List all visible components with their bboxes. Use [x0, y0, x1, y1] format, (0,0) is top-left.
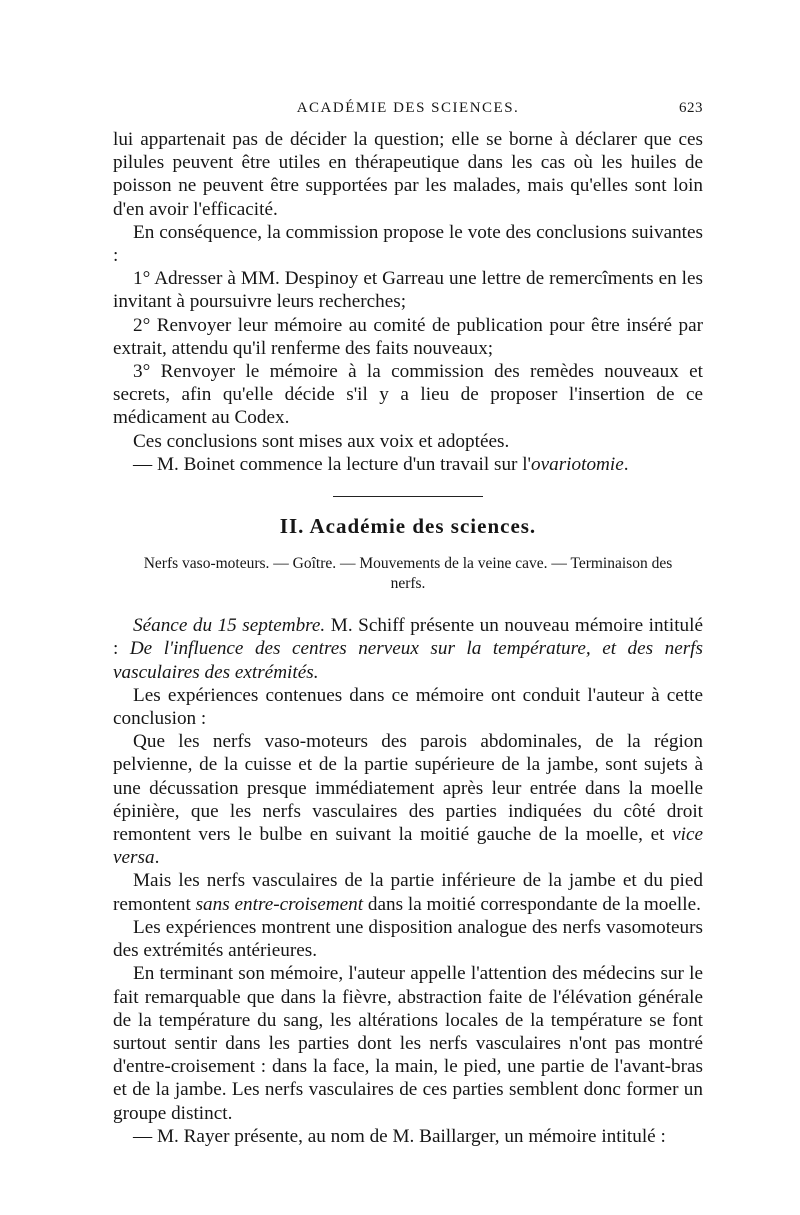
paragraph-conclusion-fievre: En terminant son mémoire, l'auteur appelle l'attention des médecins sur le fait remarquable que dans la fièvre, abstraction faite de l'élévation générale de la température du sang, les altérations locales de la température se font surtout sentir dans les parties dont les nerfs vasculaires n'ont pas montré d'entre-croisement : dans la face, la main, le pied, une partie de l'avant-bras et de la jambe. Les nerfs vasculaires de ces parties semblent donc former un groupe distinct. — [113, 963, 703, 1124]
vaso-moteurs-end: . — [154, 847, 160, 869]
vaso-moteurs-text: Que les nerfs vaso-moteurs des parois abdominales, de la région pelvienne, de la cuisse et de la partie supérieure de la jambe, sont sujets à une décussation presque immédiatement après leur entrée dans la moelle épinière, que les nerfs vasculaires des parties indiquées du côté droit remontent vers le bulbe en suivant la moitié gauche de la moelle, et — [113, 731, 703, 846]
boinet-text: — M. Boinet commence la lecture d'un travail sur l' — [133, 453, 532, 475]
paragraph-item-3: 3° Renvoyer le mémoire à la commission des remèdes nouveaux et secrets, afin qu'elle décide s'il y a lieu de proposer l'insertion de ce médicament au Codex. — [113, 361, 703, 429]
paragraph-item-1: 1° Adresser à MM. Despinoy et Garreau une lettre de remercîments en les invitant à poursuivre leurs recherches; — [113, 268, 703, 313]
paragraph-conclusions: En conséquence, la commission propose le vote des conclusions suivantes : — [113, 221, 703, 267]
section-heading: II. Académie des sciences. — [279, 514, 537, 539]
paragraph-jambe — [113, 869, 703, 915]
section-divider — [333, 496, 483, 497]
ovariotomie-term: ovariotomie — [531, 453, 624, 475]
running-head — [113, 100, 703, 128]
paragraph-item-2: 2° Renvoyer leur mémoire au comité de publication pour être inséré par extrait, attendu qu'il renferme des faits nouveaux; — [113, 314, 703, 359]
boinet-end: . — [623, 453, 629, 475]
running-title: ACADÉMIE DES SCIENCES. — [296, 100, 520, 116]
jambe-end: dans la moitié correspondante de la moelle. — [363, 893, 701, 915]
page-number: 623 — [679, 100, 703, 116]
seance-date: Séance du 15 septembre. — [133, 615, 326, 637]
schiff-text: M. Schiff présente un nouveau mémoire intitulé : — [113, 615, 703, 660]
vice-versa-term: vice versa — [113, 824, 703, 869]
jambe-text: Mais les nerfs vasculaires de la partie inférieure de la jambe et du pied remontent — [113, 870, 703, 915]
paragraph-vaso-moteurs — [113, 730, 703, 869]
paragraph-anterieures: Les expériences montrent une disposition analogue des nerfs vasomoteurs des extrémités antérieures. — [113, 916, 703, 962]
entre-croisement-term: sans entre-croisement — [195, 893, 364, 915]
section-summary: Nerfs vaso-moteurs. — Goître. — Mouvements de la veine cave. — Terminaison des nerfs. — [143, 555, 673, 593]
paragraph-schiff — [113, 614, 703, 684]
paragraph-continuation: lui appartenait pas de décider la question; elle se borne à déclarer que ces pilules peuvent être utiles en thérapeutique dans les cas où les huiles de poisson ne peuvent être supportées par les malades, mais qu'elles sont loin d'en avoir l'efficacité. — [113, 129, 703, 220]
body-text — [113, 128, 703, 1148]
paragraph-rayer: — M. Rayer présente, au nom de M. Baillarger, un mémoire intitulé : — [133, 1125, 666, 1147]
paragraph-boinet — [113, 453, 703, 476]
paragraph-adopted: Ces conclusions sont mises aux voix et adoptées. — [133, 430, 510, 452]
paragraph-experiences: Les expériences contenues dans ce mémoire ont conduit l'auteur à cette conclusion : — [113, 684, 703, 730]
memoire-title: De l'influence des centres nerveux sur la température, et des nerfs vasculaires des extrémités. — [113, 638, 703, 683]
